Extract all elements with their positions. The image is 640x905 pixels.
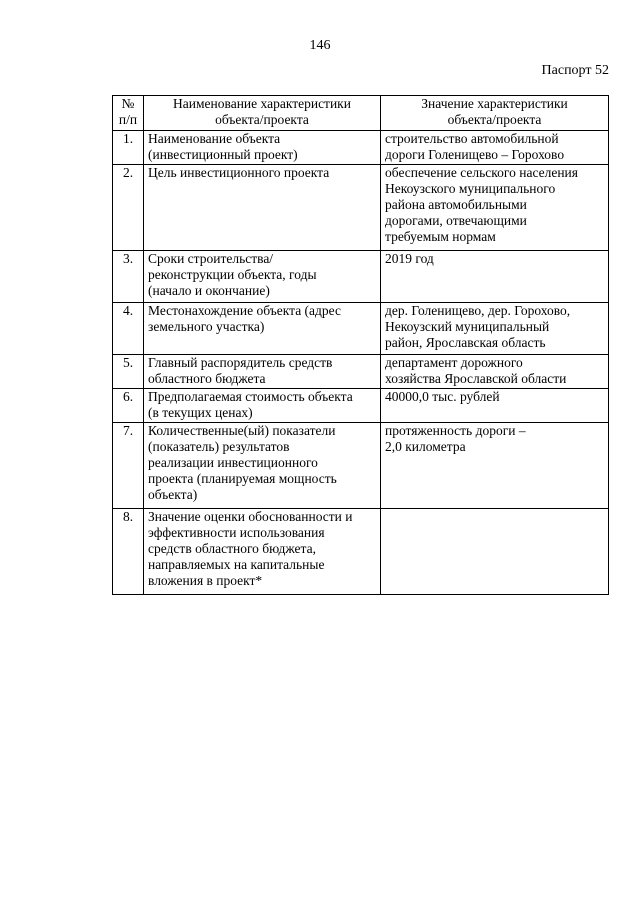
table-row — [113, 251, 609, 303]
page-number: 146 — [309, 38, 331, 53]
row-name: Значение оценки обоснованности и эффективности использования средств областного бюджета, направляемых на капитальные вложения в проект* — [144, 509, 381, 595]
table-row — [113, 165, 609, 251]
table-row — [113, 423, 609, 509]
table-row — [113, 303, 609, 355]
row-name: Цель инвестиционного проекта — [144, 165, 381, 251]
row-number: 2. — [113, 165, 144, 251]
row-number: 8. — [113, 509, 144, 595]
row-name: Количественные(ый) показатели (показатель) результатов реализации инвестиционного проекта (планируемая мощность объекта) — [144, 423, 381, 509]
row-name: Наименование объекта (инвестиционный проект) — [144, 131, 381, 165]
row-number: 1. — [113, 131, 144, 165]
header-characteristic-name: Наименование характеристики объекта/проекта — [144, 96, 381, 131]
table-header-row — [113, 96, 609, 131]
header-number: № п/п — [113, 96, 144, 131]
row-number: 7. — [113, 423, 144, 509]
row-value: обеспечение сельского населения Некоузского муниципального района автомобильными дорогами, отвечающими требуемым нормам — [381, 165, 609, 251]
row-value: дер. Голенищево, дер. Горохово, Некоузский муниципальный район, Ярославская область — [381, 303, 609, 355]
row-name: Местонахождение объекта (адрес земельного участка) — [144, 303, 381, 355]
passport-table — [112, 95, 609, 595]
row-value: протяженность дороги – 2,0 километра — [381, 423, 609, 509]
row-number: 6. — [113, 389, 144, 423]
row-number: 5. — [113, 355, 144, 389]
row-value: 2019 год — [381, 251, 609, 303]
table-row — [113, 355, 609, 389]
passport-label: Паспорт 52 — [541, 63, 609, 78]
header-characteristic-value: Значение характеристики объекта/проекта — [381, 96, 609, 131]
row-name: Сроки строительства/ реконструкции объекта, годы (начало и окончание) — [144, 251, 381, 303]
table-row — [113, 509, 609, 595]
row-number: 4. — [113, 303, 144, 355]
row-name: Главный распорядитель средств областного бюджета — [144, 355, 381, 389]
row-value: строительство автомобильной дороги Голенищево – Горохово — [381, 131, 609, 165]
row-value — [381, 509, 609, 595]
table-row — [113, 131, 609, 165]
table-row — [113, 389, 609, 423]
row-number: 3. — [113, 251, 144, 303]
row-value: 40000,0 тыс. рублей — [381, 389, 609, 423]
row-name: Предполагаемая стоимость объекта (в текущих ценах) — [144, 389, 381, 423]
row-value: департамент дорожного хозяйства Ярославской области — [381, 355, 609, 389]
